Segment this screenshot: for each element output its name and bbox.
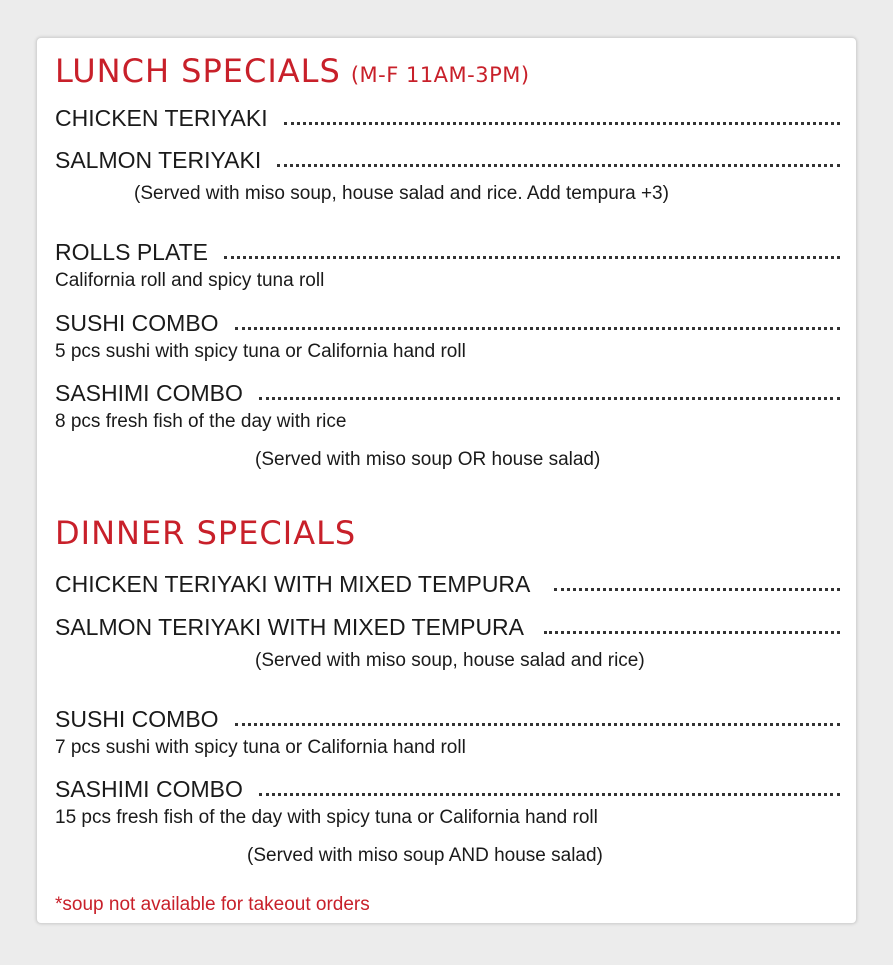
menu-item-dinner-sushi-combo	[55, 703, 840, 733]
lunch-hours: (M-F 11AM-3PM)	[350, 63, 530, 87]
dot-leader	[235, 723, 840, 726]
dot-leader	[277, 164, 840, 167]
menu-item-dinner-chicken-teriyaki-tempura	[55, 568, 840, 598]
item-name: SUSHI COMBO	[55, 706, 219, 732]
dot-leader	[259, 397, 840, 400]
item-name: SASHIMI COMBO	[55, 776, 243, 802]
dot-leader	[554, 588, 840, 591]
menu-item-dinner-salmon-teriyaki-tempura	[55, 611, 840, 641]
item-description: 8 pcs fresh fish of the day with rice	[55, 411, 347, 432]
item-description: California roll and spicy tuna roll	[55, 270, 325, 291]
menu-item-lunch-sashimi-combo	[55, 377, 840, 407]
menu-item-dinner-sashimi-combo	[55, 773, 840, 803]
dot-leader	[224, 256, 840, 259]
dot-leader	[259, 793, 840, 796]
dinner-specials-title: DINNER SPECIALS	[55, 514, 357, 552]
item-name: CHICKEN TERIYAKI	[55, 105, 268, 131]
item-name: SASHIMI COMBO	[55, 380, 243, 406]
lunch-specials-title: LUNCH SPECIALS	[55, 52, 341, 90]
item-description: 15 pcs fresh fish of the day with spicy tuna or California hand roll	[55, 807, 598, 828]
dot-leader	[284, 122, 840, 125]
lunch-teriyaki-note: (Served with miso soup, house salad and rice. Add tempura +3)	[134, 183, 669, 204]
dinner-combo-note: (Served with miso soup AND house salad)	[247, 845, 603, 866]
lunch-specials-heading	[55, 52, 530, 90]
item-description: 5 pcs sushi with spicy tuna or California hand roll	[55, 341, 466, 362]
takeout-footnote: *soup not available for takeout orders	[55, 894, 370, 915]
dinner-specials-heading	[55, 514, 356, 552]
menu-item-lunch-salmon-teriyaki	[55, 144, 840, 174]
item-description: 7 pcs sushi with spicy tuna or California hand roll	[55, 737, 466, 758]
menu-item-lunch-rolls-plate	[55, 236, 840, 266]
menu-item-lunch-sushi-combo	[55, 307, 840, 337]
dot-leader	[544, 631, 840, 634]
menu-card	[36, 37, 857, 924]
item-name: SUSHI COMBO	[55, 310, 219, 336]
dinner-teriyaki-note: (Served with miso soup, house salad and rice)	[255, 650, 645, 671]
menu-item-lunch-chicken-teriyaki	[55, 102, 840, 132]
item-name: ROLLS PLATE	[55, 239, 208, 265]
dot-leader	[235, 327, 840, 330]
item-name: CHICKEN TERIYAKI WITH MIXED TEMPURA	[55, 571, 531, 597]
item-name: SALMON TERIYAKI	[55, 147, 262, 173]
lunch-combo-note: (Served with miso soup OR house salad)	[255, 449, 601, 470]
item-name: SALMON TERIYAKI WITH MIXED TEMPURA	[55, 614, 525, 640]
